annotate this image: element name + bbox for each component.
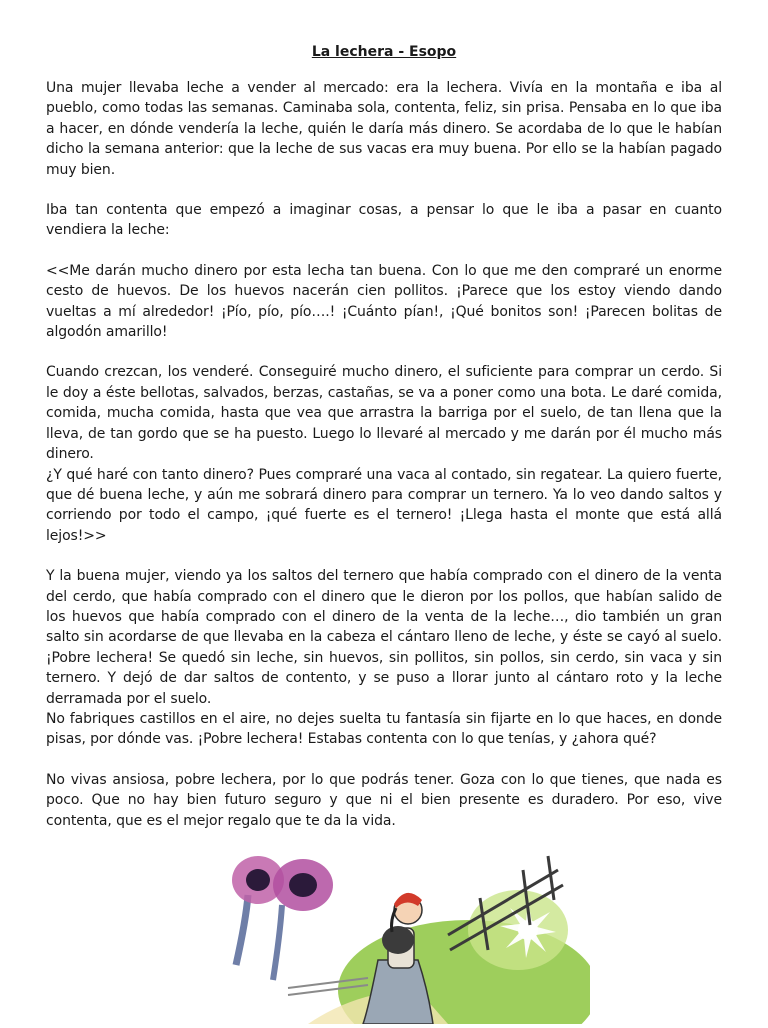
paragraph-2: Iba tan contenta que empezó a imaginar cosas, a pensar lo que le iba a pasar en cuanto vendiera la leche: [46, 202, 722, 239]
milkmaid-drawing [218, 840, 590, 1024]
paragraph-8: No vivas ansiosa, pobre lechera, por lo que podrás tener. Goza con lo que tienes, que nada es poco. Que no hay bien futuro seguro y que ni el bien presente es duradero. Por eso, vive contenta, que es el mejor regalo que te da la vida. [46, 771, 722, 829]
document-page [46, 44, 722, 851]
jug [382, 926, 414, 954]
paragraph-5: ¿Y qué haré con tanto dinero? Pues compraré una vaca al contado, sin regatear. La quiero fuerte, que dé buena leche, y aún me sobrará dinero para comprar un ternero. Ya lo veo dando saltos y corriendo por todo el campo, ¡qué fuerte es el ternero! ¡Llega hasta el monte que está allá lejos!>> [46, 466, 722, 544]
tree-left [232, 856, 333, 980]
paragraph-6: Y la buena mujer, viendo ya los saltos del ternero que había comprado con el dinero de la venta del cerdo, que había comprado con el dinero que le dieron por los pollos, que habían salido de los huevos que había comprado con el dinero de la venta de la leche…, dio también un gran salto sin acordarse de que llevaba en la cabeza el cántaro lleno de leche, y éste se cayó al suelo. ¡Pobre lechera! Se quedó sin leche, sin huevos, sin pollitos, sin pollos, sin cerdo, sin vaca y sin ternero. Y dejó de dar saltos de contento, y se puso a llorar junto al cántaro roto y la leche derramada por el suelo. [46, 568, 722, 707]
document-title: La lechera - Esopo [311, 44, 457, 60]
paragraph-1: Una mujer llevaba leche a vender al mercado: era la lechera. Vivía en la montaña e iba al pueblo, como todas las semanas. Caminaba sola, contenta, feliz, sin prisa. Pensaba en lo que iba a hacer, en dónde vendería la leche, quién le daría más dinero. Se acordaba de lo que le habían dicho la semana anterior: que la leche de sus vacas era muy buena. Por ello se la habían pagado muy bien. [46, 80, 722, 178]
paragraph-3: <<Me darán mucho dinero por esta lecha tan buena. Con lo que me den compraré un enorme cesto de huevos. De los huevos nacerán cien pollitos. ¡Parece que los estoy viendo dando vueltas a mí alrededor! ¡Pío, pío, pío….! ¡Cuánto pían!, ¡Qué bonitos son! ¡Parecen bolitas de algodón amarillo! [46, 262, 722, 341]
milkmaid-illustration [218, 840, 590, 1024]
paragraph-4: Cuando crezcan, los venderé. Conseguiré mucho dinero, el suficiente para comprar un cerdo. Si le doy a éste bellotas, salvados, berzas, castañas, se va a poner como una bota. Le daré comida, comida, mucha comida, hasta que vea que arrastra la barriga por el suelo, de tan llena que la lleva, de tan gordo que se ha puesto. Luego lo llevaré al mercado y me darán por él mucho más dinero. [46, 364, 722, 463]
paragraph-7: No fabriques castillos en el aire, no dejes suelta tu fantasía sin fijarte en lo que haces, en donde pisas, por dónde vas. ¡Pobre lechera! Estabas contenta con lo que tenías, y ¿ahora qué? [46, 710, 722, 748]
